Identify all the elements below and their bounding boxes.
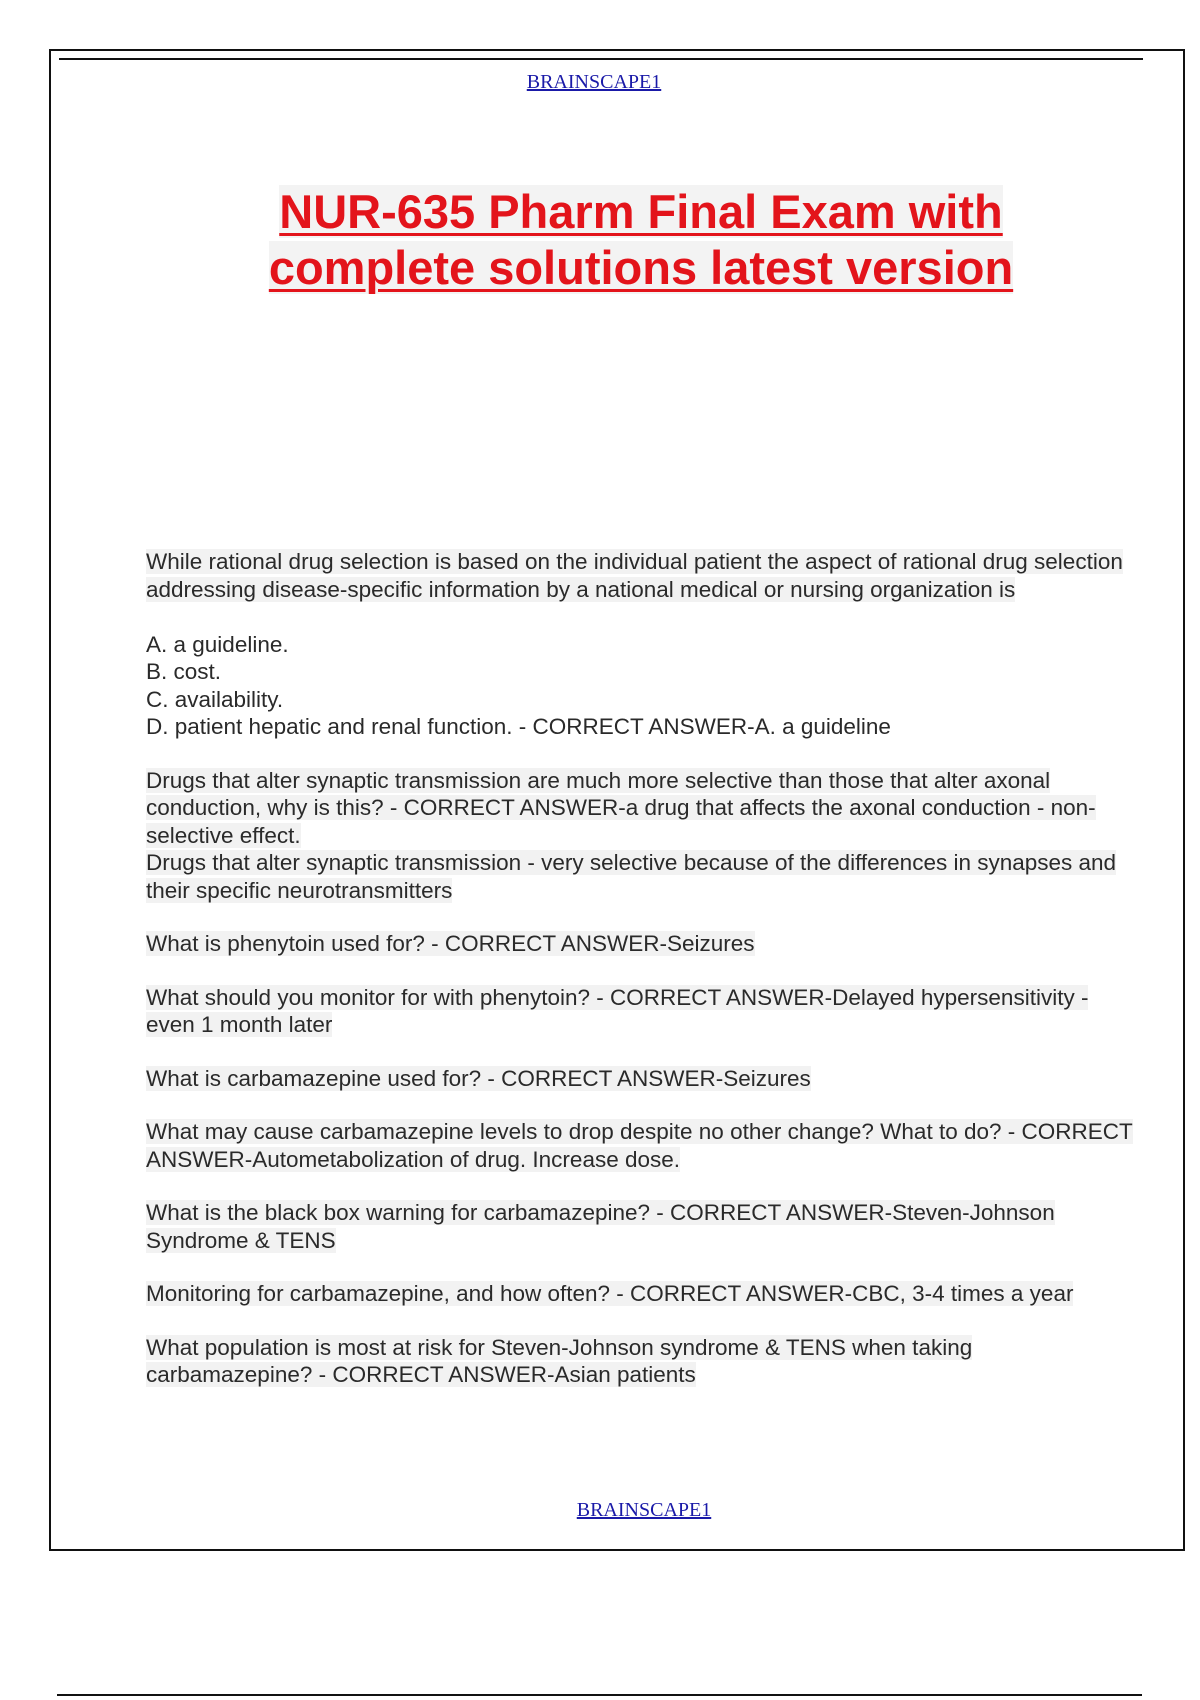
top-rule — [59, 58, 1143, 60]
bottom-rule — [57, 1694, 1142, 1696]
title-line-1: NUR-635 Pharm Final Exam with — [279, 185, 1003, 238]
question-1-option-b: B. cost. — [146, 659, 222, 684]
document-title — [211, 184, 1071, 296]
qa-item-8 — [146, 1280, 1136, 1308]
footer-brainscape-link[interactable]: BRAINSCAPE1 — [576, 1499, 712, 1521]
qa-item-5 — [146, 1065, 1136, 1093]
question-1-option-d: D. patient hepatic and renal function. - CORRECT ANSWER-A. a guideline — [146, 714, 891, 739]
question-1-option-c: C. availability. — [146, 686, 284, 712]
title-line-2: complete solutions latest version — [268, 241, 1014, 294]
qa-content — [146, 548, 1136, 1415]
qa-item-6 — [146, 1118, 1136, 1173]
question-1-text: While rational drug selection is based on the individual patient the aspect of rational drug selection addressing disease-specific information by a national medical or nursing organization is — [146, 549, 1123, 602]
question-2-text: Drugs that alter synaptic transmission are much more selective than those that alter axonal conduction, why is this? - CORRECT ANSWER-a drug that affects the axonal conduction - non-selective effect. — [146, 767, 1096, 848]
qa-item-2 — [146, 767, 1136, 905]
question-8-text: Monitoring for carbamazepine, and how often? - CORRECT ANSWER-CBC, 3-4 times a year — [146, 1281, 1074, 1306]
page-frame — [49, 49, 1185, 1551]
question-6-text: What may cause carbamazepine levels to drop despite no other change? What to do? - CORRECT ANSWER-Autometabolization of drug. Increase dose. — [146, 1119, 1133, 1172]
qa-item-7 — [146, 1199, 1136, 1254]
qa-item-9 — [146, 1334, 1136, 1389]
question-2-text-continued: Drugs that alter synaptic transmission - very selective because of the differences in synapses and their specific neurotransmitters — [146, 850, 1117, 903]
qa-item-4 — [146, 984, 1136, 1039]
question-9-text: What population is most at risk for Steven-Johnson syndrome & TENS when taking carbamazepine? - CORRECT ANSWER-Asian patients — [146, 1334, 973, 1387]
qa-item-3 — [146, 930, 1136, 958]
question-3-text: What is phenytoin used for? - CORRECT ANSWER-Seizures — [146, 931, 755, 956]
question-7-text: What is the black box warning for carbamazepine? - CORRECT ANSWER-Steven-Johnson Syndrome & TENS — [146, 1200, 1055, 1253]
question-1-option-a: A. a guideline. — [146, 631, 289, 657]
question-4-text: What should you monitor for with phenytoin? - CORRECT ANSWER-Delayed hypersensitivity - even 1 month later — [146, 984, 1089, 1037]
question-5-text: What is carbamazepine used for? - CORRECT ANSWER-Seizures — [146, 1065, 811, 1091]
header-brainscape-link[interactable]: BRAINSCAPE1 — [526, 71, 662, 93]
qa-item-1 — [146, 548, 1136, 741]
